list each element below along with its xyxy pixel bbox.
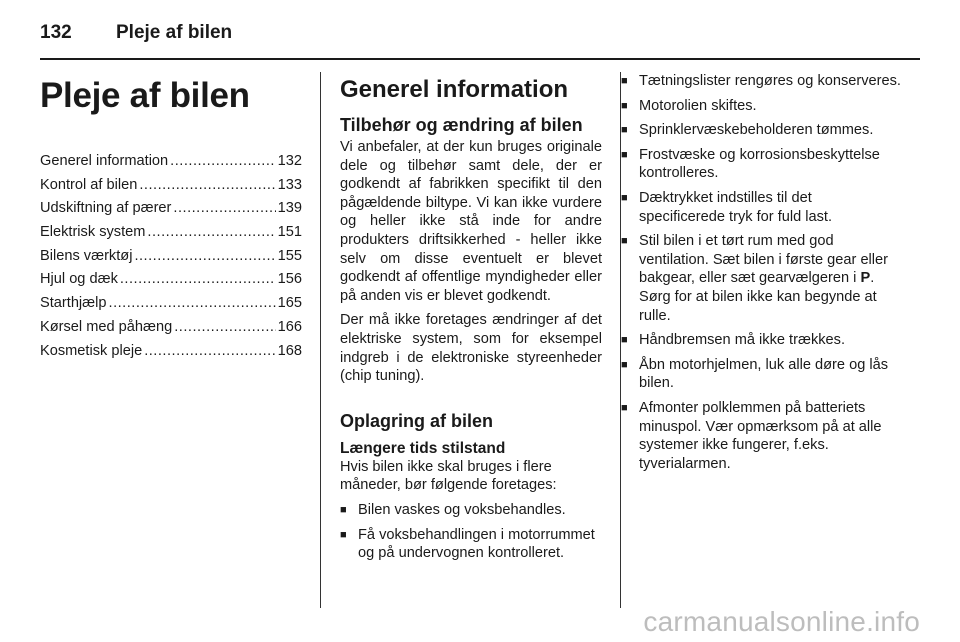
watermark: carmanualsonline.info xyxy=(643,606,920,637)
toc-label: Bilens værktøj xyxy=(40,247,133,264)
list-item: ■ Frostvæske og korrosionsbeskyttelse kontrolleres. xyxy=(621,146,901,183)
toc-label: Kontrol af bilen xyxy=(40,176,138,193)
toc-leader xyxy=(134,247,275,266)
list-item: ■ Afmonter polklemmen på batteriets minuspol. Vær opmærksom på at alle systemer ikke fungerer, f.eks. tyverialarmen. xyxy=(621,399,901,473)
toc-entry[interactable] xyxy=(40,199,302,223)
toc-entry[interactable] xyxy=(40,342,302,366)
toc-page: 133 xyxy=(277,176,302,193)
running-title: Pleje af bilen xyxy=(116,22,233,43)
general-info-column xyxy=(340,72,602,569)
longterm-intro: Hvis bilen ikke skal bruges i flere måneder, bør følgende foretages: xyxy=(340,458,557,494)
toc-page: 156 xyxy=(277,271,302,288)
toc-leader xyxy=(109,294,276,313)
longterm-heading: Længere tids stilstand xyxy=(340,439,506,457)
toc-column xyxy=(40,72,302,365)
toc-label: Elektrisk system xyxy=(40,224,146,241)
list-item-text: . Sørg for at bilen ikke kan begynde at rulle. xyxy=(639,270,877,324)
list-item: ■ Håndbremsen må ikke trækkes. xyxy=(621,331,901,350)
toc-leader xyxy=(120,270,276,289)
toc-leader xyxy=(139,176,275,195)
list-item: ■ Sprinklervæskebeholderen tømmes. xyxy=(621,121,901,140)
toc-leader xyxy=(173,199,275,218)
toc-label: Hjul og dæk xyxy=(40,271,118,288)
toc-label: Kørsel med påhæng xyxy=(40,318,173,335)
list-item xyxy=(621,232,901,325)
toc-leader xyxy=(170,152,275,171)
list-item: ■ Motorolien skiftes. xyxy=(621,97,901,116)
section-title: Generel information xyxy=(340,76,569,103)
toc-page: 132 xyxy=(277,153,302,169)
toc-leader xyxy=(144,342,275,361)
toc-label: Generel information xyxy=(40,153,169,169)
toc-page: 151 xyxy=(277,224,302,241)
list-item: ■ Åbn motorhjelmen, luk alle døre og lås bilen. xyxy=(621,356,901,393)
storage-list xyxy=(340,501,602,563)
toc-page: 166 xyxy=(277,318,302,335)
accessories-paragraph: Vi anbefaler, at der kun bruges originale dele og tilbehør samt dele, der er godkendt af fabrikken specifikt til den pågældende biltype. Vi kan ikke vurdere og heller ikke stå inde for andre produkters driftsikkerhed - heller ikke selv om disse eventuelt er blevet godkendt af offentlige myndigheder eller på anden vis er blevet godkendt. xyxy=(340,139,602,304)
toc-entry[interactable] xyxy=(40,270,302,294)
list-item: ■ Bilen vaskes og voksbehandles. xyxy=(340,501,602,520)
toc-page: 165 xyxy=(277,295,302,312)
toc-leader xyxy=(147,223,275,242)
toc-page: 168 xyxy=(277,342,302,359)
table-of-contents xyxy=(40,152,302,365)
chapter-title: Pleje af bilen xyxy=(40,76,250,115)
toc-entry[interactable] xyxy=(40,318,302,342)
accessories-heading: Tilbehør og ændring af bilen xyxy=(340,115,583,135)
toc-page: 139 xyxy=(277,200,302,217)
toc-page: 155 xyxy=(277,247,302,264)
toc-label: Udskiftning af pærer xyxy=(40,200,172,217)
page-header xyxy=(40,18,232,48)
toc-entry[interactable] xyxy=(40,223,302,247)
toc-label: Kosmetisk pleje xyxy=(40,342,143,359)
storage-steps-list xyxy=(621,72,901,473)
page-number: 132 xyxy=(40,22,72,43)
header-rule xyxy=(40,58,920,60)
list-item: ■ Dæktrykket indstilles til det specificerede tryk for fuld last. xyxy=(621,189,901,226)
toc-leader xyxy=(174,318,275,337)
toc-entry[interactable] xyxy=(40,176,302,200)
column-divider-1 xyxy=(320,72,321,608)
list-item: ■ Få voksbehandlingen i motorrummet og på undervognen kontrolleret. xyxy=(340,526,602,563)
toc-label: Starthjælp xyxy=(40,295,107,312)
toc-entry[interactable] xyxy=(40,247,302,271)
list-item: ■ Tætningslister rengøres og konserveres. xyxy=(621,72,901,91)
gear-p-label: P xyxy=(860,270,871,287)
list-item-text: Stil bilen i et tørt rum med god ventilation. Sæt bilen i første gear eller bakgear, eller sæt gearvælgeren i xyxy=(639,233,889,287)
toc-entry[interactable] xyxy=(40,152,302,176)
storage-heading: Oplagring af bilen xyxy=(340,410,494,431)
toc-entry[interactable] xyxy=(40,294,302,318)
storage-steps-column xyxy=(621,72,901,479)
modifications-paragraph: Der må ikke foretages ændringer af det elektriske system, som for eksempel indgreb i de elektroniske styreenheder (chip tuning). xyxy=(340,312,602,385)
